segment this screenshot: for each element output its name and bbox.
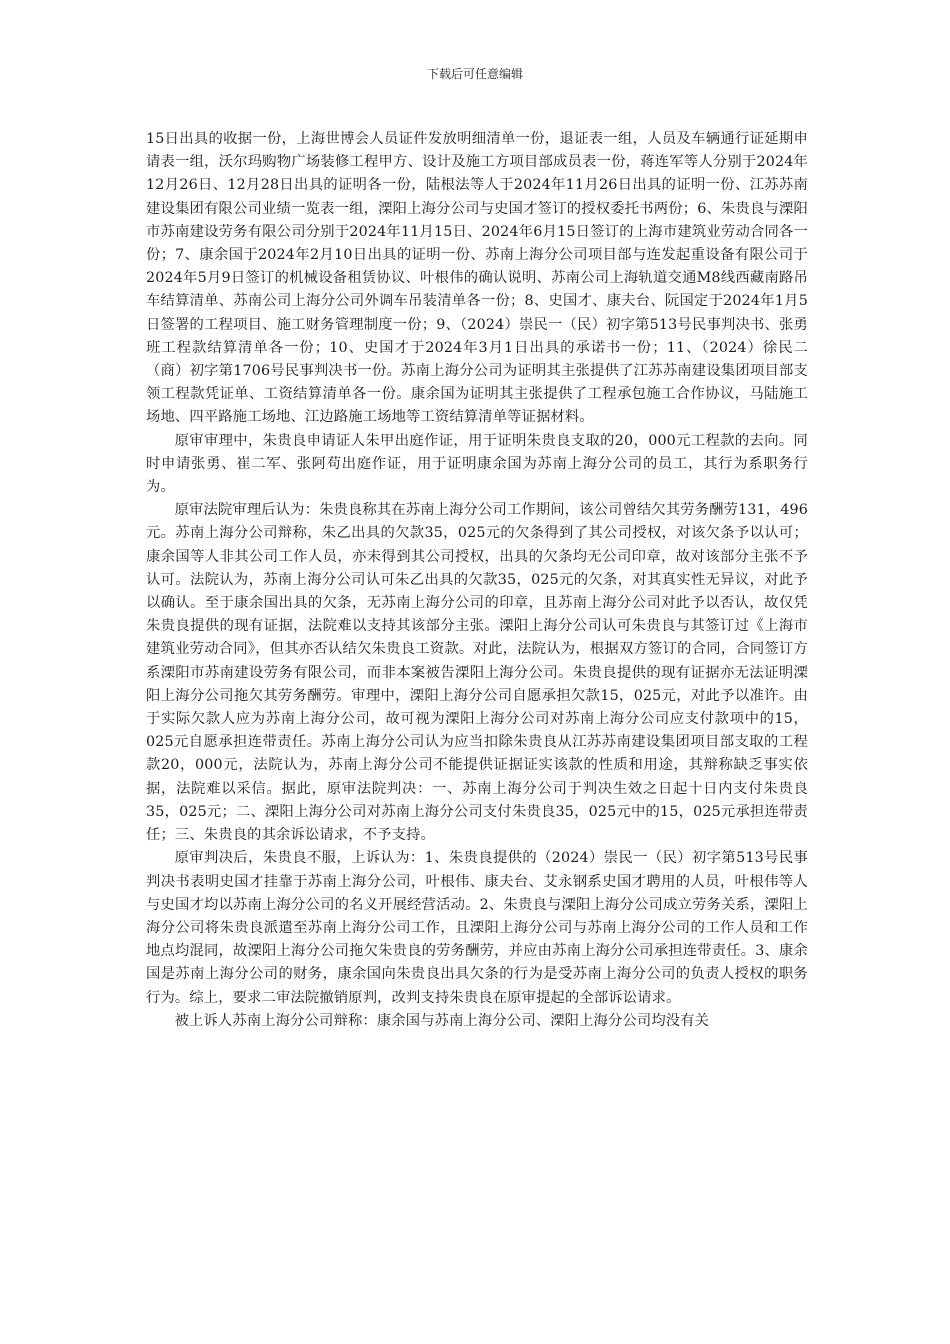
paragraph-appellee-defense: 被上诉人苏南上海分公司辩称：康余国与苏南上海分公司、溧阳上海分公司均没有关: [174, 1012, 710, 1029]
page-header-note: 下载后可任意编辑: [426, 67, 523, 81]
document-body: [146, 128, 808, 1033]
paragraph-original-court-findings: 原审法院审理后认为：朱贵良称其在苏南上海分公司工作期间，该公司曾结欠其劳务酬劳131，496元。苏南上海分公司辩称，朱乙出具的欠款35，025元的欠条得到了其公司授权，对该欠条予以认可；康余国等人非其公司工作人员，亦未得到其公司授权，出具的欠条均无公司印章，故对该部分主张不予认可。法院认为，苏南上海分公司认可朱乙出具的欠款35，025元的欠条，对其真实性无异议，对此予以确认。至于康余国出具的欠条，无苏南上海分公司的印章，且苏南上海分公司对此予以否认，故仅凭朱贵良提供的现有证据，法院难以支持其该部分主张。溧阳上海分公司认可朱贵良与其签订过《上海市建筑业劳动合同》，但其亦否认结欠朱贵良工资款。对此，法院认为，根据双方签订的合同，合同签订方系溧阳市苏南建设劳务有限公司，而非本案被告溧阳上海分公司。朱贵良提供的现有证据亦无法证明溧阳上海分公司拖欠其劳务酬劳。审理中，溧阳上海分公司自愿承担欠款15，025元，对此予以准许。由于实际欠款人应为苏南上海分公司，故可视为溧阳上海分公司对苏南上海分公司应支付款项中的15，025元自愿承担连带责任。苏南上海分公司认为应当扣除朱贵良从江苏苏南建设集团项目部支取的工程款20，000元，法院认为，苏南上海分公司不能提供证据证实该款的性质和用途，其辩称缺乏事实依据，法院难以采信。据此，原审法院判决：一、苏南上海分公司于判决生效之日起十日内支付朱贵良35，025元；二、溧阳上海分公司对苏南上海分公司支付朱贵良35，025元中的15，025元承担连带责任；三、朱贵良的其余诉讼请求，不予支持。: [146, 502, 808, 844]
paragraph-witness-testimony: 原审审理中，朱贵良申请证人朱甲出庭作证，用于证明朱贵良支取的20，000元工程款的去向。同时申请张勇、崔二军、张阿苟出庭作证，用于证明康余国为苏南上海分公司的员工，其行为系职务行为。: [146, 432, 808, 496]
paragraph-appeal-arguments: 原审判决后，朱贵良不服，上诉认为：1、朱贵良提供的（2024）崇民一（民）初字第513号民事判决书表明史国才挂靠于苏南上海分公司，叶根伟、康夫台、艾永钢系史国才聘用的人员，叶根伟等人与史国才均以苏南上海分公司的名义开展经营活动。2、朱贵良与溧阳上海分公司成立劳务关系，溧阳上海分公司将朱贵良派遣至苏南上海分公司工作，且溧阳上海分公司与苏南上海分公司的工作人员和工作地点均混同，故溧阳上海分公司拖欠朱贵良的劳务酬劳，并应由苏南上海分公司承担连带责任。3、康余国是苏南上海分公司的财务，康余国向朱贵良出具欠条的行为是受苏南上海分公司的负责人授权的职务行为。综上，要求二审法院撤销原判，改判支持朱贵良在原审提起的全部诉讼请求。: [146, 850, 808, 1006]
paragraph-evidence-list: 15日出具的收据一份，上海世博会人员证件发放明细清单一份，退证表一组，人员及车辆通行证延期申请表一组，沃尔玛购物广场装修工程甲方、设计及施工方项目部成员表一份，蒋连军等人分别于2024年12月26日、12月28日出具的证明各一份，陆根法等人于2024年11月26日出具的证明一份、江苏苏南建设集团有限公司业绩一览表一组，溧阳上海分公司与史国才签订的授权委托书两份；6、朱贵良与溧阳市苏南建设劳务有限公司分别于2024年11月15日、2024年6月15日签订的上海市建筑业劳动合同各一份；7、康余国于2024年2月10日出具的证明一份、苏南上海分公司项目部与连发起重设备有限公司于2024年5月9日签订的机械设备租赁协议、叶根伟的确认说明、苏南公司上海轨道交通M8线西藏南路吊车结算清单、苏南公司上海分公司外调车吊装清单各一份；8、史国才、康夫台、阮国定于2024年1月5日签署的工程项目、施工财务管理制度一份；9、（2024）崇民一（民）初字第513号民事判决书、张勇班工程款结算清单各一份；10、史国才于2024年3月1日出具的承诺书一份；11、（2024）徐民二（商）初字第1706号民事判决书一份。苏南上海分公司为证明其主张提供了江苏苏南建设集团项目部支领工程款凭证单、工资结算清单各一份。康余国为证明其主张提供了工程承包施工合作协议，马陆施工场地、四平路施工场地、江边路施工场地等工资结算清单等证据材料。: [146, 131, 808, 426]
